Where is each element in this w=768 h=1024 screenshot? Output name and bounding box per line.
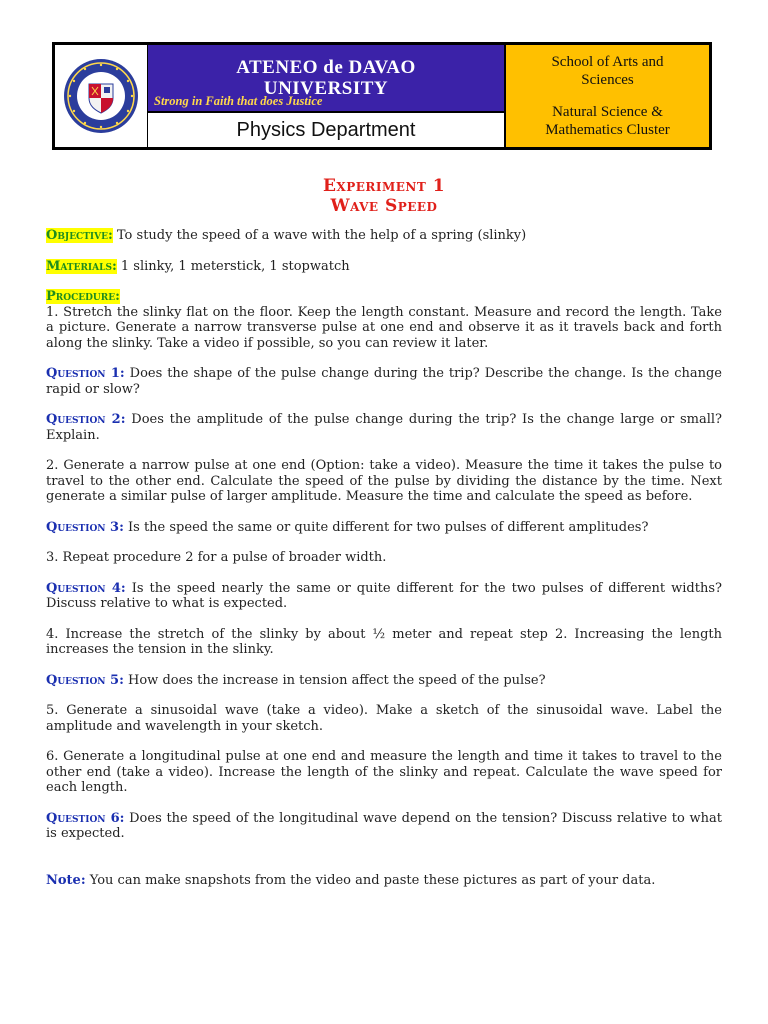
university-name-line1: ATENEO de DAVAO	[236, 57, 416, 78]
procedure-heading	[46, 289, 722, 305]
procedure-step-6: 6. Generate a longitudinal pulse at one end and measure the length and time it takes to travel to the other end (take a video). Increase the length of the slinky and repeat. Calculate the wave speed for each length.	[46, 749, 722, 795]
question-4	[46, 581, 722, 612]
question-6-label: Question 6:	[46, 810, 125, 826]
header-banner	[52, 42, 712, 150]
procedure-step-1: 1. Stretch the slinky flat on the floor. Keep the length constant. Measure and record the length. Take a picture. Generate a narrow transverse pulse at one end and observe it as it travels back and forth along the slinky. Take a video if possible, so you can review it later.	[46, 304, 722, 351]
cluster-name-line1: Natural Science &	[552, 104, 663, 120]
school-panel	[504, 45, 709, 147]
materials-label: Materials:	[46, 258, 117, 274]
question-1-label: Question 1:	[46, 366, 125, 381]
procedure-step-3: 3. Repeat procedure 2 for a pulse of broader width.	[46, 550, 387, 565]
note-text: You can make snapshots from the video and paste these pictures as part of your data.	[85, 872, 656, 888]
university-title-block	[148, 45, 504, 147]
question-2	[46, 412, 722, 443]
question-5-label: Question 5:	[46, 672, 124, 688]
procedure-step-2: 2. Generate a narrow pulse at one end (Option: take a video). Measure the time it takes the pulse to travel to the other end. Calculate the speed of the pulse by dividing the distance by the time. Next generate a similar pulse of larger amplitude. Measure the time and calculate the speed as before.	[46, 458, 722, 504]
question-5	[46, 673, 722, 689]
question-3	[46, 520, 722, 536]
university-name-line2: UNIVERSITY	[263, 78, 389, 99]
university-motto: Strong in Faith that does Justice	[154, 94, 323, 108]
department-name: Physics Department	[148, 111, 504, 147]
cluster-name-line2: Mathematics Cluster	[545, 122, 670, 138]
question-2-label: Question 2:	[46, 412, 126, 427]
school-name-line1: School of Arts and	[551, 54, 664, 70]
note-label: Note:	[46, 872, 86, 888]
question-3-text: Is the speed the same or quite different for two pulses of different amplitudes?	[123, 519, 649, 535]
note-paragraph	[46, 873, 722, 889]
objective-text: To study the speed of a wave with the help of a spring (slinky)	[112, 228, 527, 243]
seal-icon	[62, 57, 140, 135]
question-6-text: Does the speed of the longitudinal wave depend on the tension? Discuss relative to what is expected.	[46, 810, 722, 841]
procedure-step-5: 5. Generate a sinusoidal wave (take a video). Make a sketch of the sinusoidal wave. Label the amplitude and wavelength in your sketch.	[46, 703, 722, 734]
experiment-title	[0, 176, 768, 216]
question-4-text: Is the speed nearly the same or quite different for the two pulses of different widths? Discuss relative to what is expected.	[46, 580, 722, 611]
question-1-text: Does the shape of the pulse change during the trip? Describe the change. Is the change rapid or slow?	[46, 366, 722, 397]
document-body	[46, 228, 722, 888]
experiment-name: Wave Speed	[330, 196, 438, 216]
question-4-label: Question 4:	[46, 580, 126, 596]
experiment-number: Experiment 1	[322, 176, 446, 196]
materials-text: 1 slinky, 1 meterstick, 1 stopwatch	[116, 258, 350, 274]
question-1	[46, 366, 722, 397]
question-5-text: How does the increase in tension affect the speed of the pulse?	[123, 672, 546, 688]
question-2-text: Does the amplitude of the pulse change during the trip? Is the change large or small? Explain.	[46, 412, 722, 443]
university-name-panel	[148, 45, 504, 111]
materials-paragraph	[46, 259, 722, 275]
procedure-label: Procedure:	[46, 289, 120, 304]
objective-paragraph	[46, 228, 722, 244]
question-3-label: Question 3:	[46, 519, 124, 535]
university-seal	[55, 45, 148, 147]
objective-label: Objective:	[46, 228, 113, 243]
question-6	[46, 811, 722, 842]
procedure-step-4: 4. Increase the stretch of the slinky by about ½ meter and repeat step 2. Increasing the length increases the tension in the slinky.	[46, 626, 722, 657]
school-name-line2: Sciences	[581, 72, 634, 88]
